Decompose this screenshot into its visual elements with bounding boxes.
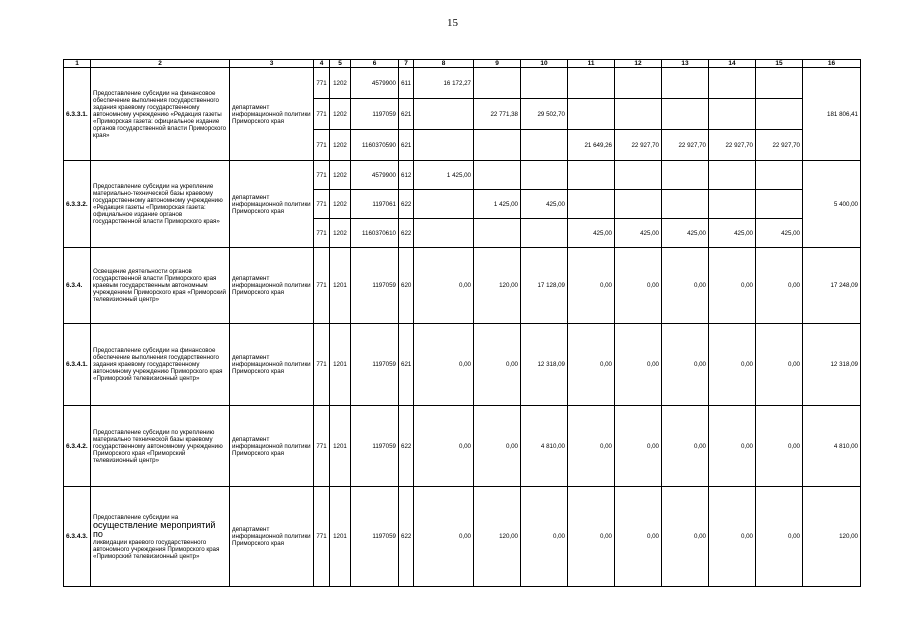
row-description: Предоставление субсидии на финансовое обеспечение выполнения государственного задания краевому государственному автономному учреждению «Редакция газеты «Приморская газета: официальное издание органов государственной власти Приморского края»: [91, 68, 230, 161]
budget-table: [63, 59, 861, 587]
cell: [568, 190, 615, 219]
cell: 0,00: [615, 248, 662, 324]
cell: 0,00: [756, 248, 803, 324]
header-row: [64, 60, 861, 68]
cell: 1 425,00: [474, 190, 521, 219]
cell: 0,00: [615, 324, 662, 406]
row-total: 12 318,09: [803, 324, 861, 406]
cell: [756, 190, 803, 219]
cell: [474, 68, 521, 99]
cell: 21 649,26: [568, 130, 615, 161]
header-cell: 7: [399, 60, 414, 68]
row-total: 4 810,00: [803, 406, 861, 487]
cell: 1202: [330, 130, 351, 161]
cell: [756, 68, 803, 99]
cell: [709, 190, 756, 219]
cell: 0,00: [756, 487, 803, 587]
cell: 4579900: [351, 68, 399, 99]
cell: [568, 68, 615, 99]
cell: 425,00: [662, 219, 709, 248]
row-department: департамент информационной политики Приморского края: [230, 161, 314, 248]
cell: 4 810,00: [521, 406, 568, 487]
cell: 0,00: [662, 248, 709, 324]
row-department: департамент информационной политики Приморского края: [230, 68, 314, 161]
cell: 425,00: [568, 219, 615, 248]
cell: 771: [314, 219, 330, 248]
header-cell: 2: [91, 60, 230, 68]
row-id: 6.3.3.1.: [64, 68, 91, 161]
cell: [414, 130, 474, 161]
cell: 771: [314, 190, 330, 219]
cell: 0,00: [662, 487, 709, 587]
header-cell: 16: [803, 60, 861, 68]
cell: [662, 68, 709, 99]
row-department: департамент информационной политики Приморского края: [230, 487, 314, 587]
header-cell: 10: [521, 60, 568, 68]
row-id: 6.3.3.2.: [64, 161, 91, 248]
table-row: [64, 324, 861, 406]
cell: 0,00: [662, 406, 709, 487]
row-total: 17 248,09: [803, 248, 861, 324]
cell: 1201: [330, 248, 351, 324]
row-total: 181 806,41: [803, 68, 861, 161]
cell: 771: [314, 324, 330, 406]
row-description: Предоставление субсидии на финансовое обеспечение выполнения государственного задания краевому государственному автономному учреждению Приморского края «Приморский телевизионный центр»: [91, 324, 230, 406]
cell: 771: [314, 161, 330, 190]
cell: 0,00: [414, 324, 474, 406]
cell: 17 128,09: [521, 248, 568, 324]
cell: [521, 161, 568, 190]
table-row: [64, 248, 861, 324]
row-id: 6.3.4.2.: [64, 406, 91, 487]
cell: 1197059: [351, 99, 399, 130]
row-description: [91, 487, 230, 587]
row-id: 6.3.4.1.: [64, 324, 91, 406]
cell: [521, 130, 568, 161]
cell: 0,00: [414, 406, 474, 487]
cell: 771: [314, 406, 330, 487]
cell: 1202: [330, 68, 351, 99]
row-description-part: ликвидации краевого государственного автономного учреждения Приморского края «Приморский телевизионный центр»: [93, 538, 220, 560]
cell: 621: [399, 99, 414, 130]
cell: 16 172,27: [414, 68, 474, 99]
cell: 22 927,70: [756, 130, 803, 161]
cell: [615, 161, 662, 190]
cell: 425,00: [615, 219, 662, 248]
cell: 621: [399, 130, 414, 161]
cell: 1201: [330, 487, 351, 587]
cell: [414, 99, 474, 130]
cell: 1160370590: [351, 130, 399, 161]
cell: [521, 68, 568, 99]
cell: 612: [399, 161, 414, 190]
cell: 0,00: [568, 324, 615, 406]
row-total: 5 400,00: [803, 161, 861, 248]
header-cell: 13: [662, 60, 709, 68]
cell: 0,00: [474, 324, 521, 406]
cell: [662, 99, 709, 130]
cell: 771: [314, 99, 330, 130]
cell: 22 927,70: [615, 130, 662, 161]
cell: 0,00: [709, 406, 756, 487]
header-cell: 14: [709, 60, 756, 68]
cell: 611: [399, 68, 414, 99]
cell: 1202: [330, 190, 351, 219]
cell: [474, 219, 521, 248]
header-cell: 8: [414, 60, 474, 68]
header-cell: 11: [568, 60, 615, 68]
header-cell: 12: [615, 60, 662, 68]
cell: 4579900: [351, 161, 399, 190]
cell: 425,00: [709, 219, 756, 248]
cell: 771: [314, 130, 330, 161]
cell: 622: [399, 487, 414, 587]
cell: 1 425,00: [414, 161, 474, 190]
cell: 1202: [330, 161, 351, 190]
cell: 1197061: [351, 190, 399, 219]
cell: 1197059: [351, 487, 399, 587]
cell: [521, 219, 568, 248]
cell: 1197059: [351, 324, 399, 406]
cell: 1197059: [351, 248, 399, 324]
cell: 0,00: [474, 406, 521, 487]
row-description-emphasis: осуществление мероприятий по: [93, 519, 216, 539]
row-description: Освещение деятельности органов государственной власти Приморского края краевым государственным автономным учреждением Приморского края «Приморский телевизионный центр»: [91, 248, 230, 324]
cell: 1202: [330, 99, 351, 130]
cell: 22 927,70: [709, 130, 756, 161]
page-number: 15: [447, 17, 458, 29]
header-cell: 15: [756, 60, 803, 68]
cell: [568, 161, 615, 190]
cell: [709, 161, 756, 190]
cell: 0,00: [709, 324, 756, 406]
cell: 0,00: [615, 406, 662, 487]
cell: [568, 99, 615, 130]
cell: [414, 190, 474, 219]
cell: 622: [399, 219, 414, 248]
header-cell: 5: [330, 60, 351, 68]
row-description: Предоставление субсидии на укрепление материально-технической базы краевому государственному автономному учреждению «Редакция газеты «Приморская газета: официальное издание органов государственной власти Приморского края»: [91, 161, 230, 248]
row-department: департамент информационной политики Приморского края: [230, 324, 314, 406]
cell: 120,00: [474, 487, 521, 587]
cell: 622: [399, 190, 414, 219]
cell: 0,00: [709, 487, 756, 587]
table-row: [64, 68, 861, 99]
cell: [474, 130, 521, 161]
cell: [615, 68, 662, 99]
header-cell: 9: [474, 60, 521, 68]
cell: 0,00: [756, 406, 803, 487]
cell: 0,00: [568, 406, 615, 487]
cell: 22 771,38: [474, 99, 521, 130]
cell: [615, 190, 662, 219]
cell: [414, 219, 474, 248]
cell: 771: [314, 487, 330, 587]
header-cell: 1: [64, 60, 91, 68]
table-row: [64, 161, 861, 190]
cell: 425,00: [521, 190, 568, 219]
cell: 0,00: [521, 487, 568, 587]
cell: 0,00: [568, 487, 615, 587]
row-department: департамент информационной политики Приморского края: [230, 248, 314, 324]
cell: [709, 99, 756, 130]
header-cell: 6: [351, 60, 399, 68]
cell: [709, 68, 756, 99]
cell: 1197059: [351, 406, 399, 487]
cell: 22 927,70: [662, 130, 709, 161]
row-total: 120,00: [803, 487, 861, 587]
cell: [756, 161, 803, 190]
row-id: 6.3.4.: [64, 248, 91, 324]
cell: 0,00: [756, 324, 803, 406]
cell: [662, 190, 709, 219]
cell: [756, 99, 803, 130]
cell: 0,00: [615, 487, 662, 587]
row-department: департамент информационной политики Приморского края: [230, 406, 314, 487]
cell: 0,00: [662, 324, 709, 406]
cell: 1201: [330, 324, 351, 406]
header-cell: 3: [230, 60, 314, 68]
cell: 1202: [330, 219, 351, 248]
cell: 622: [399, 406, 414, 487]
cell: 0,00: [414, 248, 474, 324]
row-description: Предоставление субсидии по укреплению материально технической базы краевому государственному автономному учреждению Приморского края «Приморский телевизионный центр»: [91, 406, 230, 487]
cell: [474, 161, 521, 190]
cell: 1201: [330, 406, 351, 487]
cell: 0,00: [414, 487, 474, 587]
row-description-part: Предоставление субсидии на: [93, 513, 179, 521]
table-row: [64, 487, 861, 587]
row-id: 6.3.4.3.: [64, 487, 91, 587]
cell: [615, 99, 662, 130]
table-row: [64, 406, 861, 487]
header-cell: 4: [314, 60, 330, 68]
cell: 29 502,70: [521, 99, 568, 130]
cell: 621: [399, 324, 414, 406]
cell: 620: [399, 248, 414, 324]
cell: 771: [314, 248, 330, 324]
cell: [662, 161, 709, 190]
cell: 771: [314, 68, 330, 99]
cell: 425,00: [756, 219, 803, 248]
cell: 120,00: [474, 248, 521, 324]
cell: 12 318,09: [521, 324, 568, 406]
cell: 1160370610: [351, 219, 399, 248]
cell: 0,00: [709, 248, 756, 324]
cell: 0,00: [568, 248, 615, 324]
